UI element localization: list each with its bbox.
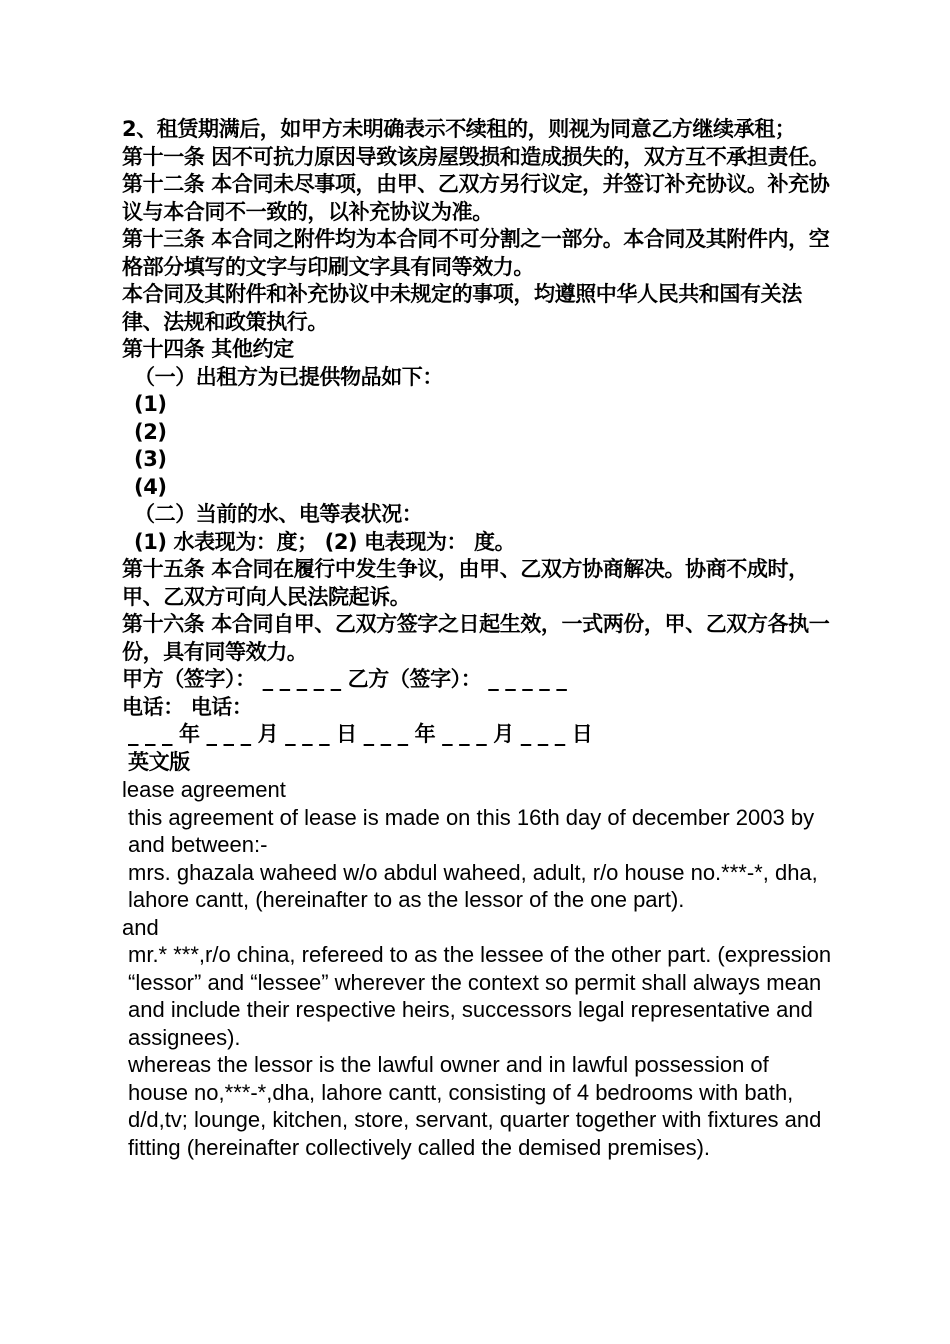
clause-16: 第十六条 本合同自甲、乙双方签字之日起生效，一式两份，甲、乙双方各执一份，具有同等效力。: [122, 612, 830, 664]
clause-15: 第十五条 本合同在履行中发生争议，由甲、乙双方协商解决。协商不成时，甲、乙双方可向人民法院起诉。: [122, 557, 809, 609]
lessor-paragraph: mrs. ghazala waheed w/o abdul waheed, adult, r/o house no.***-*, dha, lahore cantt, (hereinafter to as the lessor of the one part).: [128, 859, 818, 912]
signature-line: 甲方（签字）： _ _ _ _ _ 乙方（签字）： _ _ _ _ _: [122, 667, 567, 691]
english-contract-section: [116, 776, 834, 1161]
date-line: _ _ _ 年 _ _ _ 月 _ _ _ 日 _ _ _ 年 _ _ _ 月 _ _ _ 日: [128, 722, 593, 746]
provided-item-4: (4): [134, 474, 167, 499]
lessee-paragraph: mr.* ***,r/o china, refereed to as the lessee of the other part. (expression “lessor” and “lessee” wherever the context so permit shall always mean and include their respective heirs, successors legal representative and assignees).: [128, 942, 832, 1050]
clause-14-heading: 第十四条 其他约定: [122, 337, 294, 361]
english-version-heading: 英文版: [128, 749, 190, 774]
phone-line: 电话： 电话：: [122, 694, 253, 719]
meter-readings: (1) 水表现为：度； (2) 电表现为： 度。: [134, 529, 516, 554]
document-body: [116, 116, 834, 1161]
and-separator: and: [122, 914, 159, 940]
clause-10-item-2: 2、租赁期满后，如甲方未明确表示不续租的，则视为同意乙方继续承租；: [122, 117, 796, 141]
clause-13: 第十三条 本合同之附件均为本合同不可分割之一部分。本合同及其附件内，空格部分填写的文字与印刷文字具有同等效力。: [122, 227, 830, 279]
clause-13-supplement: 本合同及其附件和补充协议中未规定的事项，均遵照中华人民共和国有关法律、法规和政策执行。: [122, 282, 802, 334]
clause-14-provided-items: （一）出租方为已提供物品如下：: [134, 364, 443, 389]
agreement-date-paragraph: this agreement of lease is made on this 16th day of december 2003 by and between:-: [128, 804, 815, 857]
clause-11-12: 第十一条 因不可抗力原因导致该房屋毁损和造成损失的，双方互不承担责任。第十二条 本合同未尽事项，由甲、乙双方另行议定，并签订补充协议。补充协议与本合同不一致的，以补充协议为准。: [122, 144, 830, 224]
provided-item-3: (3): [134, 447, 167, 471]
chinese-contract-section: [116, 116, 834, 776]
premises-paragraph: whereas the lessor is the lawful owner and in lawful possession of house no,***-*,dha, lahore cantt, consisting of 4 bedrooms with bath, d/d,tv; lounge, kitchen, store, servant, quarter together with fixtures and fitting (hereinafter collectively called the demised premises).: [128, 1052, 822, 1160]
clause-14-meter-status: （二）当前的水、电等表状况：: [134, 502, 423, 526]
provided-item-1: (1): [134, 392, 167, 416]
provided-item-2: (2): [134, 419, 167, 444]
lease-agreement-title: lease agreement: [122, 777, 286, 802]
